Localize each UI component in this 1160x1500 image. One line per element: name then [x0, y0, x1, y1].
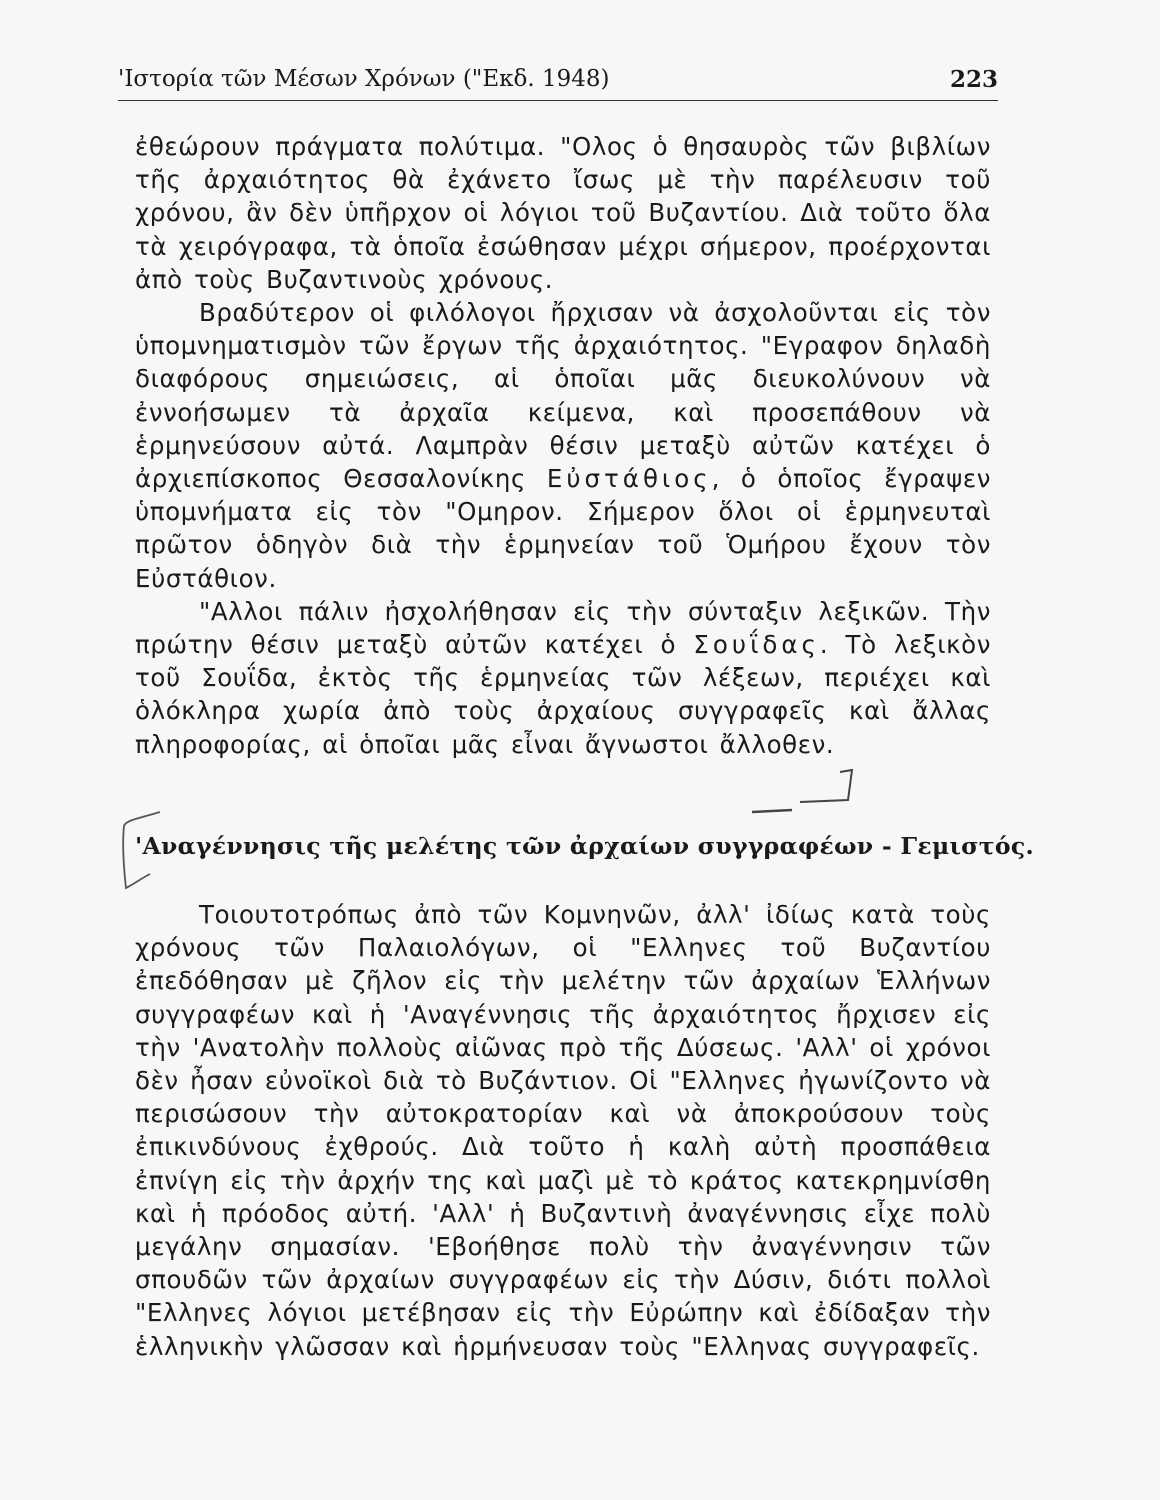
paragraph-4: Τοιουτοτρόπως ἀπὸ τῶν Κομνηνῶν, ἀλλ' ἰδίως κατὰ τοὺς χρόνους τῶν Παλαιολόγων, οἱ "Ελληνες τοῦ Βυζαντίου ἐπεδόθησαν μὲ ζῆλον εἰς τὴν μελέτην τῶν ἀρχαίων Ἑλλήνων συγγραφέων καὶ ἡ 'Αναγέννησις τῆς ἀρχαιότητος ἤρχισεν εἰς τὴν 'Ανατολὴν πολλοὺς αἰῶνας πρὸ τῆς Δύσεως. 'Αλλ' οἱ χρόνοι δὲν ἦσαν εὐνοϊκοὶ διὰ τὸ Βυζάντιον. Οἱ "Ελληνες ἠγωνίζοντο νὰ περισώσουν τὴν αὐτοκρατορίαν καὶ νὰ ἀποκρούσουν τοὺς ἐπικινδύνους ἐχθρούς. Διὰ τοῦτο ἡ καλὴ αὐτὴ προσπάθεια ἐπνίγη εἰς τὴν ἀρχήν της καὶ μαζὶ μὲ τὸ κράτος κατεκρημνίσθη καὶ ἡ πρόοδος αὐτή. 'Αλλ' ἡ Βυζαντινὴ ἀναγέννησις εἶχε πολὺ μεγάλην σημασίαν. 'Εβοήθησε πολὺ τὴν ἀναγέννησιν τῶν σπουδῶν τῶν ἀρχαίων συγγραφέων εἰς τὴν Δύσιν, διότι πολλοὶ "Ελληνες λόγιοι μετέβησαν εἰς τὴν Εὐρώπην καὶ ἐδίδαξαν τὴν ἑλληνικὴν γλῶσσαν καὶ ἡρμήνευσαν τοὺς "Ελληνας συγγραφεῖς.: [135, 900, 991, 1361]
page-number: 223: [949, 66, 998, 93]
pencil-margin-mark: [123, 812, 160, 888]
running-title: 'Ιστορία τῶν Μέσων Χρόνων ("Εκδ. 1948): [118, 66, 610, 92]
pencil-underline-mark: [752, 810, 792, 812]
section-heading: 'Αναγέννησις τῆς μελέτης τῶν ἀρχαίων συγγραφέων - Γεμιστός.: [135, 832, 1034, 860]
paragraph-2-text-b: , ὁ ὁποῖος ἔγραψεν ὑπομνήματα εἰς τὸν "Ομηρον. Σήμερον ὅλοι οἱ ἑρμηνευταὶ πρῶτον ὁδηγὸν διὰ τὴν ἑρμηνείαν τοῦ Ὁμήρου ἔχουν τὸν Εὐστάθιον.: [135, 464, 991, 593]
name-souidas: Σουΐδας: [693, 630, 820, 660]
paragraph-3-text-a: "Αλλοι πάλιν ἠσχολήθησαν εἰς τὴν σύνταξιν λεξικῶν. Τὴν πρώτην θέσιν μεταξὺ αὐτῶν κατέχει ὁ: [135, 596, 991, 660]
pencil-bracket-mark: [800, 770, 852, 802]
paragraph-2-text-a: Βραδύτερον οἱ φιλόλογοι ἤρχισαν νὰ ἀσχολοῦνται εἰς τὸν ὑπομνηματισμὸν τῶν ἔργων τῆς ἀρχαιότητος. "Εγραφον δηλαδὴ διαφόρους σημειώσεις, αἱ ὁποῖαι μᾶς διευκολύνουν νὰ ἐννοήσωμεν τὰ ἀρχαῖα κείμενα, καὶ προσεπάθουν νὰ ἑρμηνεύσουν αὐτά. Λαμπρὰν θέσιν μεταξὺ αὐτῶν κατέχει ὁ ἀρχιεπίσκοπος Θεσσαλονίκης: [135, 298, 991, 494]
paragraph-1: ἐθεώρουν πράγματα πολύτιμα. "Ολος ὁ θησαυρὸς τῶν βιβλίων τῆς ἀρχαιότητος θὰ ἐχάνετο ἴσως μὲ τὴν παρέλευσιν τοῦ χρόνου, ἂν δὲν ὑπῆρχον οἱ λόγιοι τοῦ Βυζαντίου. Διὰ τοῦτο ὅλα τὰ χειρόγραφα, τὰ ὁποῖα ἐσώθησαν μέχρι σήμερον, προέρχονται ἀπὸ τοὺς Βυζαντινοὺς χρόνους.: [135, 132, 991, 294]
name-eustathios: Εὐστάθιος: [546, 464, 712, 494]
paragraph-3-text-b: . Τὸ λεξικὸν τοῦ Σουΐδα, ἐκτὸς τῆς ἑρμηνείας τῶν λέξεων, περιέχει καὶ ὁλόκληρα χωρία ἀπὸ τοὺς ἀρχαίους συγγραφεῖς καὶ ἄλλας πληροφορίας, αἱ ὁποῖαι μᾶς εἶναι ἄγνωστοι ἄλλοθεν.: [135, 630, 991, 759]
